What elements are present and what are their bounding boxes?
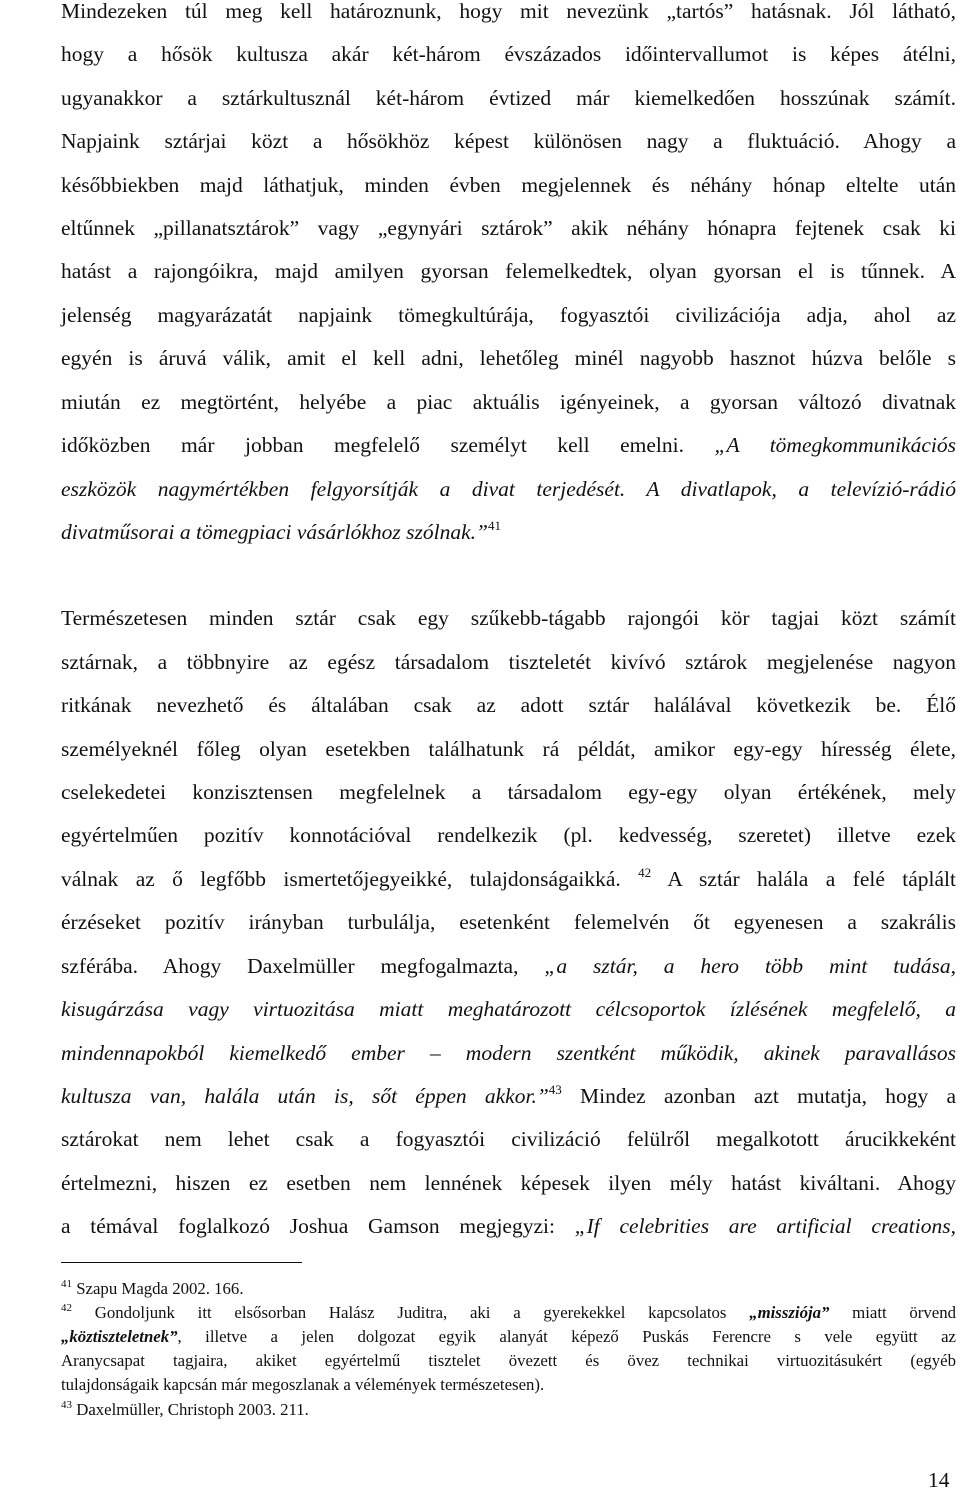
footnote-text: miatt örvend xyxy=(829,1303,956,1322)
footnote-43 xyxy=(61,1400,956,1420)
footnote-number: 42 xyxy=(61,1302,72,1314)
quote-line: mindennapokból kiemelkedő ember – modern szentként működik, akinek paravallásos xyxy=(61,1041,956,1065)
text-segment: a témával foglalkozó Joshua Gamson megjegyzi: xyxy=(61,1214,575,1238)
text-line: ritkának nevezhető és általában csak az adott sztár halálával következik be. Élő xyxy=(61,693,956,717)
footnote-ref[interactable]: 42 xyxy=(638,865,652,880)
quote-italic: „A tömegkommunikációs xyxy=(714,433,956,457)
footnote-ref[interactable]: 43 xyxy=(548,1082,562,1097)
text-segment: A sztár halála a felé táplált xyxy=(651,867,956,891)
footnote-ref[interactable]: 41 xyxy=(488,518,501,533)
quote-italic: „a sztár, a hero több mint tudása, xyxy=(544,954,956,978)
text-line: érzéseket pozitív irányban turbulálja, esetenként felemelvén őt egyenesen a szakrális xyxy=(61,910,956,934)
footnote-42-line: Aranycsapat tagjaira, akiket egyértelmű tisztelet övezett és övez technikai virtuozitásukért (egyéb xyxy=(61,1351,956,1370)
text-line: későbbiekben majd láthatjuk, minden évben megjelennek és néhány hónap eltelte után xyxy=(61,173,956,197)
text-line: cselekedetei konzisztensen megfelelnek a társadalom egy-egy olyan értékének, mely xyxy=(61,780,956,804)
footnote-text: Daxelmüller, Christoph 2003. 211. xyxy=(72,1400,309,1419)
text-line xyxy=(61,1083,956,1109)
text-segment: szférába. Ahogy Daxelmüller megfogalmazta, xyxy=(61,954,545,978)
text-line xyxy=(61,1213,956,1239)
footnote-42-line xyxy=(61,1327,956,1347)
text-line: értelmezni, hiszen ez esetben nem lennének képesek ilyen mély hatást kiváltani. Ahogy xyxy=(61,1171,956,1195)
footnote-42-line: tulajdonságaik kapcsán már megoszlanak a vélemények természetesen). xyxy=(61,1375,545,1394)
text-line: egyértelműen pozitív konnotációval rendelkezik (pl. kedvesség, szeretet) illetve ezek xyxy=(61,823,956,847)
text-line: hatást a rajongóikra, majd amilyen gyorsan felemelkedtek, olyan gyorsan el is tűnnek. A xyxy=(61,259,956,283)
page-number: 14 xyxy=(928,1468,950,1492)
text-segment: időközben már jobban megfelelő személyt kell emelni. xyxy=(61,433,715,457)
text-line: eltűnnek „pillanatsztárok” vagy „egynyári sztárok” akik néhány hónapra fejtenek csak ki xyxy=(61,216,956,240)
quote-italic: kultusza van, halála után is, sőt éppen akkor.” xyxy=(61,1084,549,1108)
text-line xyxy=(61,432,956,458)
text-line xyxy=(61,953,956,979)
footnote-41 xyxy=(61,1279,956,1299)
footnote-text: Szapu Magda 2002. 166. xyxy=(72,1279,244,1298)
footnote-emphasis: „köztiszteletnek” xyxy=(61,1327,178,1346)
quote-line: eszközök nagymértékben felgyorsítják a divat terjedését. A divatlapok, a televízió-rádió xyxy=(61,477,956,501)
text-line xyxy=(61,866,956,892)
text-line: személyeknél főleg olyan esetekben találhatunk rá példát, amikor egy-egy híresség élete, xyxy=(61,737,956,761)
quote-italic: divatműsorai a tömegpiaci vásárlókhoz szólnak.” xyxy=(61,520,488,544)
footnote-text: , illetve a jelen dolgozat egyik alanyát képező Puskás Ferencre s vele együtt az xyxy=(177,1327,956,1346)
text-segment: Mindez azonban azt mutatja, hogy a xyxy=(561,1084,956,1108)
text-line: Napjaink sztárjai közt a hősökhöz képest különösen nagy a fluktuáció. Ahogy a xyxy=(61,129,956,153)
footnote-number: 43 xyxy=(61,1399,72,1411)
text-line: Mindezeken túl meg kell határoznunk, hogy mit nevezünk „tartós” hatásnak. Jól látható, xyxy=(61,0,956,23)
text-line: Természetesen minden sztár csak egy szűkebb-tágabb rajongói kör tagjai közt számít xyxy=(61,606,956,630)
text-line: egyén is áruvá válik, amit el kell adni, lehetőleg minél nagyobb hasznot húzva belőle s xyxy=(61,346,956,370)
text-line: ugyanakkor a sztárkultusznál két-három évtized már kiemelkedően hosszúnak számít. xyxy=(61,86,956,110)
text-line: sztárnak, a többnyire az egész társadalom tiszteletét kivívó sztárok megjelenése nagyon xyxy=(61,650,956,674)
text-line: hogy a hősök kultusza akár két-három évszázados időintervallumot is képes átélni, xyxy=(61,42,956,66)
text-line: sztárokat nem lehet csak a fogyasztói civilizáció felülről megalkotott árucikkeként xyxy=(61,1127,956,1151)
footnote-emphasis: „missziója” xyxy=(749,1303,830,1322)
footnote-text: Gondoljunk itt elsősorban Halász Juditra, aki a gyerekekkel kapcsolatos xyxy=(72,1303,750,1322)
quote-italic: „If celebrities are artificial creations, xyxy=(574,1214,956,1238)
footnote-42 xyxy=(61,1303,956,1323)
footnote-separator xyxy=(61,1262,302,1263)
text-segment: válnak az ő legfőbb ismertetőjegyeikké, tulajdonságaikká. xyxy=(61,867,639,891)
text-line: jelenség magyarázatát napjaink tömegkultúrája, fogyasztói civilizációja adja, ahol az xyxy=(61,303,956,327)
quote-line: kisugárzása vagy virtuozitása miatt meghatározott célcsoportok ízlésének megfelelő, a xyxy=(61,997,956,1021)
text-line xyxy=(61,519,956,545)
footnote-number: 41 xyxy=(61,1278,72,1290)
text-line: miután ez megtörtént, helyébe a piac aktuális igényeinek, a gyorsan változó divatnak xyxy=(61,390,956,414)
